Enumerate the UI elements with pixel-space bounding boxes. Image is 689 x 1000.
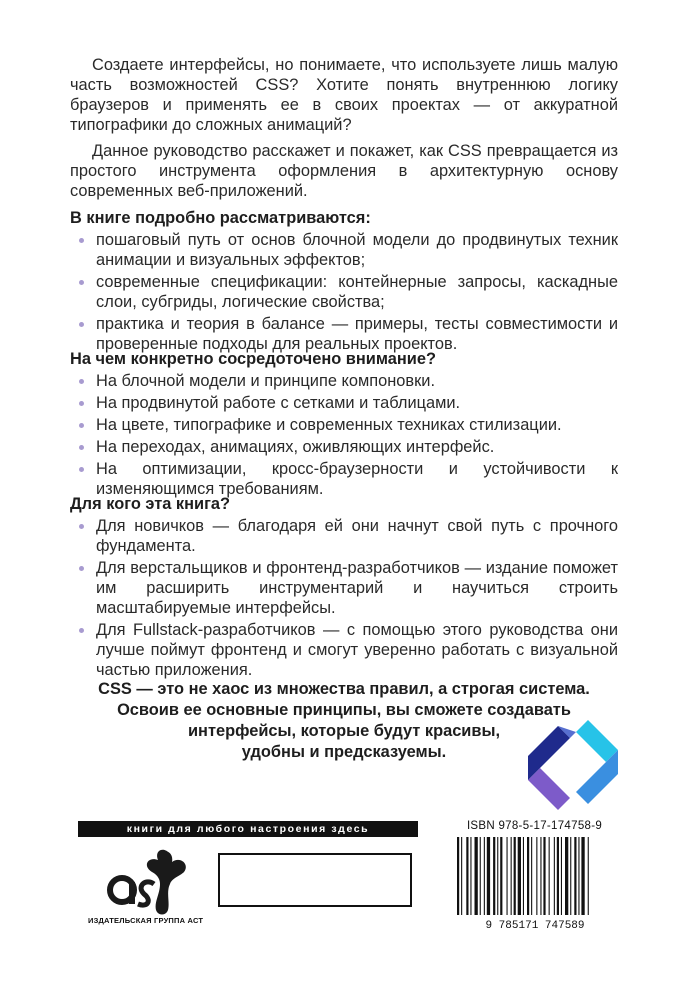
list-item: практика и теория в балансе — примеры, тесты совместимости и проверенные подходы для реальных проектов. [70,314,618,354]
barcode [451,835,619,931]
tagline-bar: книги для любого настроения здесь [78,821,418,837]
bullet-icon [79,628,84,633]
section-heading: В книге подробно рассматриваются: [70,209,371,227]
list-item: На цвете, типографике и современных техниках стилизации. [70,415,618,435]
intro-paragraph-2: Данное руководство расскажет и покажет, как CSS превращается из простого инструмента оформления в архитектурную основу современных веб-приложений. [70,142,618,200]
bullet-icon [79,423,84,428]
series-logo-icon [528,720,618,810]
isbn-label: ISBN 978-5-17-174758-9 [466,820,603,832]
bullet-icon [79,280,84,285]
list-item: Для Fullstack-разработчиков — с помощью этого руководства они лучше поймут фронтенд и смогут уверенно работать с визуальной частью приложения. [70,620,618,680]
bullet-icon [79,445,84,450]
list-item: На оптимизации, кросс-браузерности и устойчивости к изменяющимся требованиям. [70,459,618,499]
list-item: современные спецификации: контейнерные запросы, каскадные слои, субгриды, логические свойства; [70,272,618,312]
bullet-icon [79,379,84,384]
section-audience [70,494,618,682]
list-item: Для верстальщиков и фронтенд-разработчиков — издание поможет им расширить инструментарий и научиться строить масштабируемые интерфейсы. [70,558,618,618]
bullet-icon [79,238,84,243]
ast-logo-icon [100,846,200,918]
intro-paragraph-1: Создаете интерфейсы, но понимаете, что используете лишь малую часть возможностей CSS? Хотите понять внутреннюю логику браузеров и применять ее в своих проектах — от аккуратной типографики до сложных анимаций? [70,56,618,134]
price-sticker-box [218,853,412,907]
publisher-name: ИЗДАТЕЛЬСКАЯ ГРУППА АСТ [88,916,204,925]
section-topics [70,208,618,356]
list-item: пошаговый путь от основ блочной модели до продвинутых техник анимации и визуальных эффектов; [70,230,618,270]
barcode-digits: 9 785171 747589 [485,920,585,931]
list-item: На блочной модели и принципе компоновки. [70,371,618,391]
bullet-icon [79,566,84,571]
bullet-icon [79,401,84,406]
list-item: На переходах, анимациях, оживляющих интерфейс. [70,437,618,457]
section-focus [70,349,618,501]
section-heading: Для кого эта книга? [70,495,231,513]
bullet-icon [79,467,84,472]
list-item: На продвинутой работе с сетками и таблицами. [70,393,618,413]
bullet-icon [79,524,84,529]
section-heading: На чем конкретно сосредоточено внимание? [70,350,436,368]
bullet-icon [79,322,84,327]
closing-statement: CSS — это не хаос из множества правил, а строгая система. Освоив ее основные принципы, вы сможете создавать интерфейсы, которые будут красивы, удобны и предсказуемы. [98,680,590,761]
list-item: Для новичков — благодаря ей они начнут свой путь с прочного фундамента. [70,516,618,556]
